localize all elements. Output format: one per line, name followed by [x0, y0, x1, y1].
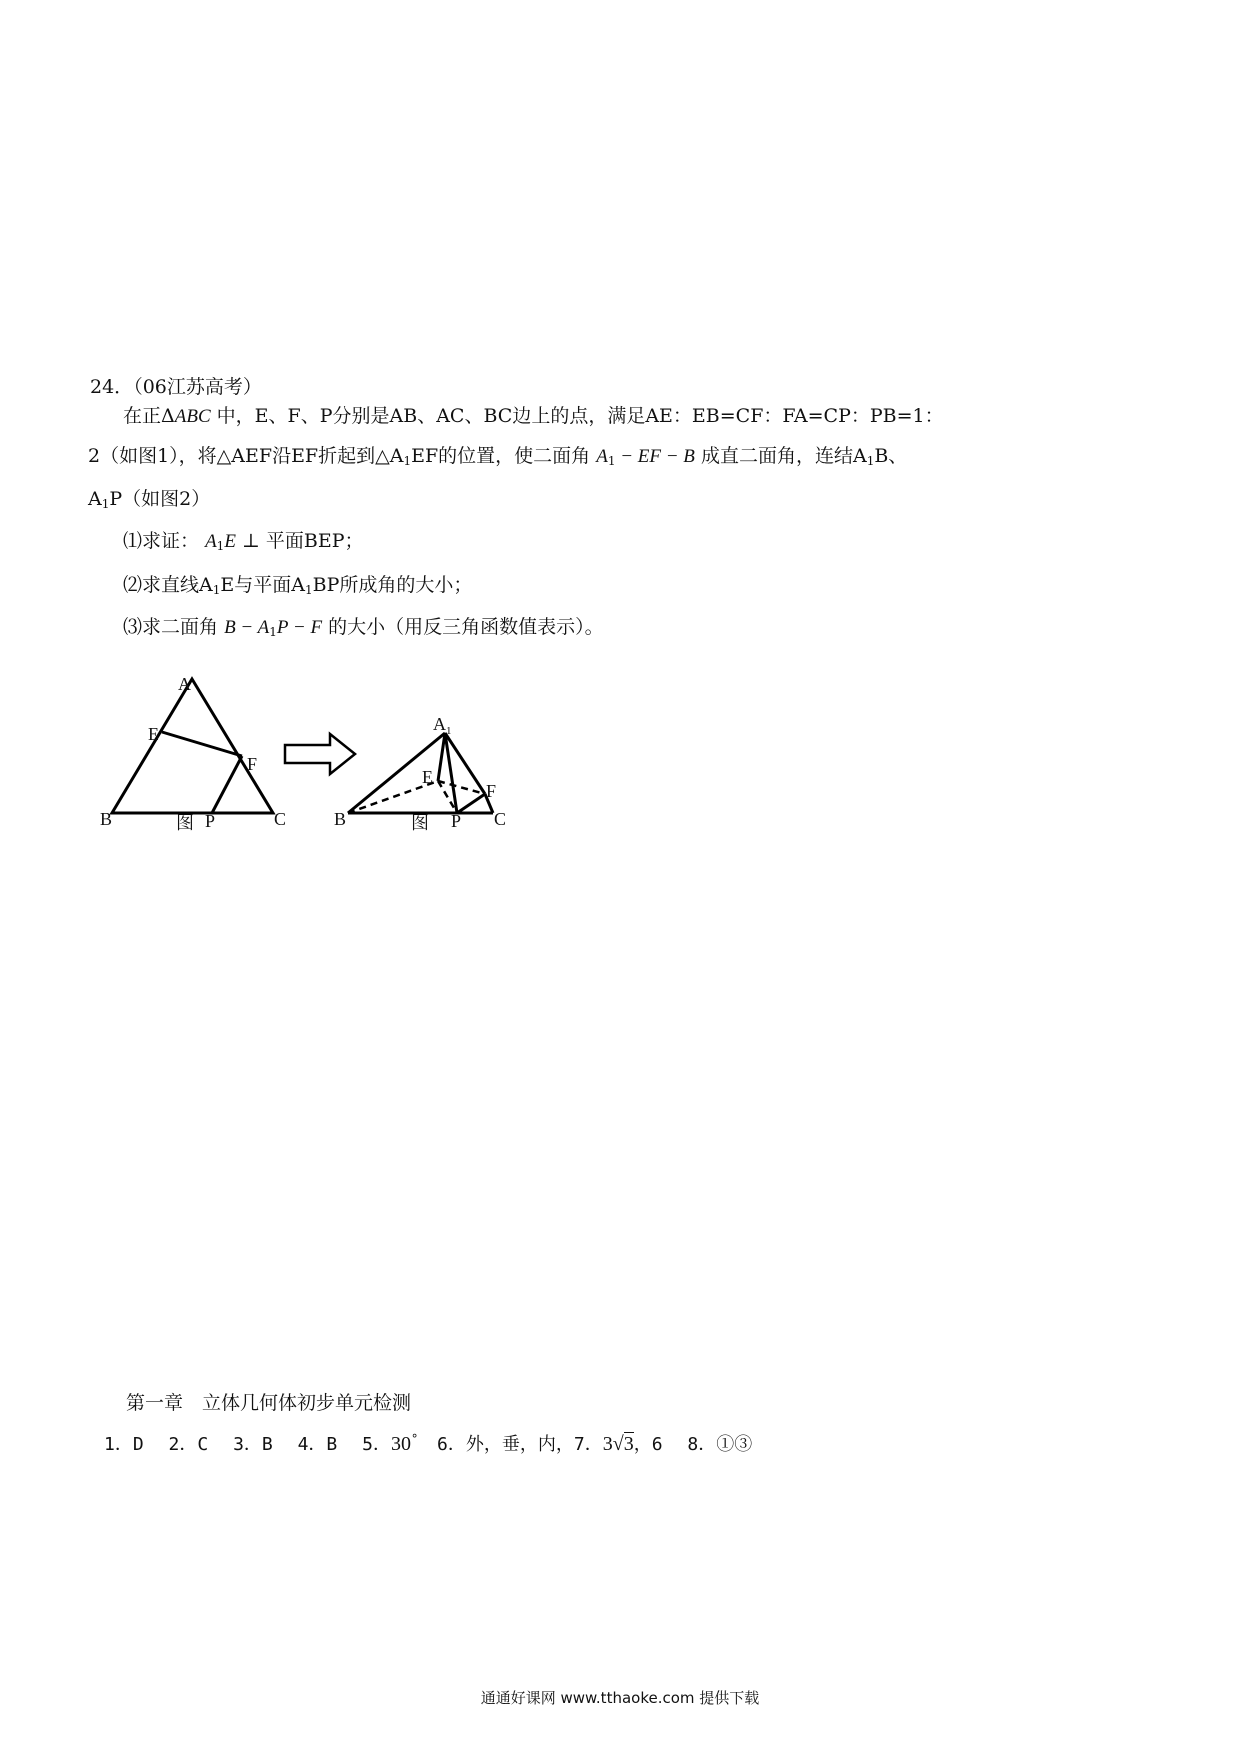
question-3: ⑶求二面角 $B - A_1P - F$ 的大小（用反三角函数值表示）。	[123, 616, 604, 639]
label-a: A	[178, 674, 191, 694]
problem-number: 24．	[90, 376, 134, 398]
label-c: C	[274, 809, 287, 829]
answer-2: 2．C	[168, 1434, 209, 1455]
problem-source: （06江苏高考）	[133, 376, 262, 398]
answer-7-value: 3√3	[602, 1433, 634, 1455]
answer-4: 4．B	[297, 1434, 338, 1455]
label-c2: C	[494, 809, 507, 829]
question-2: ⑵求直线$A_1E$与平面$A_1BP$所成角的大小；	[123, 574, 473, 597]
problem-line-1: 在正ΔABC 中，E、F、P分别是AB、AC、BC边上的点，满足AE：EB=CF：FA=CP：PB=1：	[123, 405, 944, 427]
label-f: F	[247, 754, 258, 774]
problem-line-2: 2（如图1），将△AEF沿EF折起到$\triangle A_1EF$的位置，使二面角 $A_1$ − EF − B 成直二面角，连结$A_1B$、	[88, 445, 908, 468]
label-e: E	[148, 724, 159, 744]
problem-header	[90, 372, 262, 399]
answer-5: 5．30°	[362, 1432, 419, 1455]
figure-1	[100, 674, 286, 833]
figure-1-caption: 图	[176, 813, 194, 833]
label-b: B	[100, 809, 113, 829]
fold-arrow	[285, 734, 355, 774]
label-p2: P	[451, 811, 462, 831]
label-f2: F	[486, 781, 497, 801]
answer-3: 3．B	[233, 1434, 273, 1455]
label-e2: E	[422, 767, 433, 787]
chapter-title: 第一章 立体几何体初步单元检测	[126, 1392, 412, 1414]
figure-2	[334, 714, 506, 833]
figures	[100, 670, 700, 870]
triangle-abc	[112, 679, 273, 813]
label-a1: $A_1$	[433, 714, 452, 737]
label-p: P	[205, 811, 216, 831]
question-1: ⑴求证： $A_1E$ ⊥ 平面BEP；	[123, 530, 364, 553]
answer-line	[104, 1430, 766, 1456]
footer: 通通好课网 www.tthaoke.com 提供下载	[480, 1689, 760, 1707]
label-b2: B	[334, 809, 347, 829]
answer-8: 8．①③	[687, 1434, 753, 1455]
answer-6-7: 6．外，垂，内，7．3√3，6	[437, 1433, 663, 1455]
figure-2-caption: 图	[411, 813, 429, 833]
segment-fp	[212, 756, 242, 813]
answer-1: 1．D	[104, 1434, 144, 1455]
problem-line-3: $A_1P$（如图2）	[88, 488, 211, 511]
